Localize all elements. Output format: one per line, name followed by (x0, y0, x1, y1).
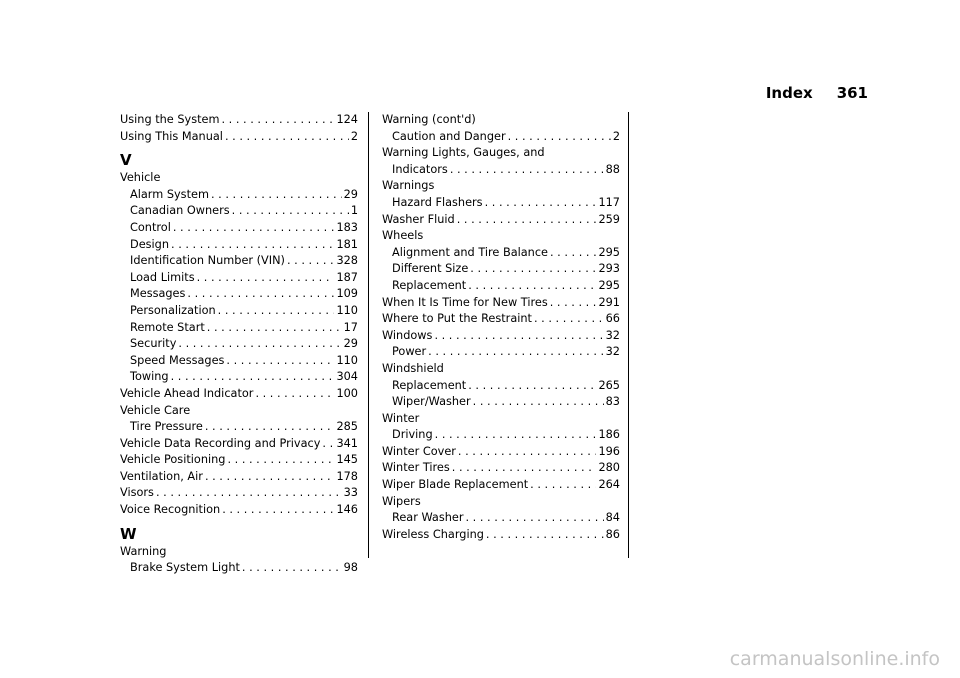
dot-leader (465, 510, 603, 527)
dot-leader (218, 303, 335, 320)
index-entry (120, 286, 358, 303)
index-category: Warning Lights, Gauges, and (382, 146, 545, 160)
dot-leader (428, 344, 603, 361)
column-divider (368, 112, 369, 558)
dot-leader (486, 527, 604, 544)
index-entry (382, 328, 620, 345)
entry-term: Towing (130, 370, 169, 384)
index-entry (382, 477, 620, 494)
entry-page-number: 32 (605, 328, 620, 342)
dot-leader (530, 477, 596, 494)
index-category: Vehicle (120, 171, 161, 185)
entry-term: Wiper/Washer (392, 395, 471, 409)
dot-leader (255, 386, 334, 403)
index-entry (382, 527, 620, 544)
entry-page-number: 186 (598, 428, 620, 442)
entry-term: Different Size (392, 262, 469, 276)
entry-term: Remote Start (130, 320, 205, 334)
section-title: Index (765, 84, 813, 102)
dot-leader (227, 452, 334, 469)
index-entry (120, 187, 358, 204)
entry-page-number: 29 (343, 337, 358, 351)
dot-leader (197, 270, 335, 287)
entry-page-number: 88 (605, 162, 620, 176)
entry-term: Control (130, 220, 171, 234)
dot-leader (322, 436, 334, 453)
entry-term: Personalization (130, 303, 216, 317)
watermark: carmanualsonline.info (729, 648, 940, 670)
entry-page-number: 264 (598, 478, 620, 492)
entry-term: Wireless Charging (382, 527, 484, 541)
entry-term: Alignment and Tire Balance (392, 245, 548, 259)
dot-leader (508, 129, 611, 146)
dot-leader (457, 212, 597, 229)
page-header (766, 84, 868, 102)
index-entry (120, 320, 358, 337)
index-entry (382, 278, 620, 295)
entry-term: Wiper Blade Replacement (382, 478, 529, 492)
entry-page-number: 98 (343, 561, 358, 575)
index-category: Vehicle Care (120, 403, 191, 417)
index-category: Warning (cont'd) (382, 113, 476, 126)
dot-leader (450, 162, 604, 179)
entry-term: Load Limits (130, 270, 195, 284)
index-entry (120, 129, 358, 146)
index-entry (382, 212, 620, 229)
index-category: Wheels (382, 229, 424, 243)
index-entry (120, 270, 358, 287)
index-entry (382, 460, 620, 477)
index-entry (120, 452, 358, 469)
entry-page-number: 304 (336, 370, 358, 384)
entry-term: Washer Fluid (382, 212, 455, 226)
dot-leader (485, 195, 597, 212)
dot-leader (226, 353, 334, 370)
index-entry (382, 295, 620, 312)
dot-leader (221, 112, 334, 129)
index-entry (382, 444, 620, 461)
entry-page-number: 33 (343, 486, 358, 500)
dot-leader (470, 261, 596, 278)
entry-page-number: 178 (336, 469, 358, 483)
index-entry (120, 303, 358, 320)
index-entry (120, 469, 358, 486)
dot-leader (458, 444, 597, 461)
index-category: Warnings (382, 179, 435, 193)
dot-leader (232, 203, 349, 220)
entry-page-number: 84 (605, 511, 620, 525)
entry-term: Driving (392, 428, 433, 442)
entry-page-number: 291 (598, 295, 620, 309)
entry-page-number: 285 (336, 420, 358, 434)
entry-page-number: 29 (343, 187, 358, 201)
index-entry (120, 560, 358, 577)
dot-leader (473, 394, 604, 411)
index-entry (120, 336, 358, 353)
entry-term: When It Is Time for New Tires (382, 295, 548, 309)
index-entry (120, 436, 358, 453)
entry-term: Windows (382, 328, 433, 342)
entry-page-number: 100 (336, 386, 358, 400)
entry-term: Replacement (392, 278, 467, 292)
entry-page-number: 295 (598, 278, 620, 292)
entry-term: Canadian Owners (130, 204, 230, 218)
dot-leader (171, 237, 334, 254)
entry-page-number: 124 (336, 113, 358, 126)
entry-page-number: 196 (598, 444, 620, 458)
page-number: 361 (836, 84, 868, 102)
dot-leader (222, 502, 334, 519)
index-entry (382, 162, 620, 179)
entry-term: Caution and Danger (392, 129, 506, 143)
entry-page-number: 110 (336, 303, 358, 317)
dot-leader (211, 187, 342, 204)
entry-page-number: 181 (336, 237, 358, 251)
entry-page-number: 280 (598, 461, 620, 475)
index-entry (382, 510, 620, 527)
index-category: Warning (120, 544, 167, 558)
entry-page-number: 187 (336, 270, 358, 284)
dot-leader (534, 311, 604, 328)
index-entry (382, 311, 620, 328)
index-entry (382, 394, 620, 411)
index-entry (120, 419, 358, 436)
dot-leader (173, 220, 335, 237)
dot-leader (156, 485, 342, 502)
dot-leader (207, 320, 342, 337)
index-entry (120, 220, 358, 237)
entry-term: Winter Tires (382, 461, 450, 475)
entry-term: Indicators (392, 162, 448, 176)
dot-leader (452, 460, 597, 477)
entry-page-number: 295 (598, 245, 620, 259)
dot-leader (550, 295, 597, 312)
entry-term: Using the System (120, 113, 220, 126)
index-entry (382, 261, 620, 278)
dot-leader (434, 328, 603, 345)
section-letter: V (120, 151, 132, 170)
dot-leader (435, 427, 597, 444)
index-category: Winter (382, 411, 420, 425)
dot-leader (205, 469, 335, 486)
index-category: Windshield (382, 361, 444, 375)
entry-term: Tire Pressure (130, 420, 203, 434)
index-entry (120, 369, 358, 386)
dot-leader (187, 286, 334, 303)
dot-leader (550, 245, 596, 262)
index-entry (120, 386, 358, 403)
entry-term: Brake System Light (130, 561, 240, 575)
entry-page-number: 265 (598, 378, 620, 392)
index-entry (382, 195, 620, 212)
index-entry (120, 237, 358, 254)
dot-leader (225, 129, 349, 146)
column-divider (628, 112, 629, 558)
index-entry (382, 129, 620, 146)
entry-term: Security (130, 337, 177, 351)
index-column-2 (382, 112, 620, 543)
entry-page-number: 145 (336, 453, 358, 467)
entry-page-number: 2 (612, 129, 620, 143)
dot-leader (468, 378, 596, 395)
dot-leader (171, 369, 335, 386)
index-entry (120, 485, 358, 502)
index-entry (382, 344, 620, 361)
entry-term: Replacement (392, 378, 467, 392)
entry-term: Rear Washer (392, 511, 464, 525)
entry-page-number: 293 (598, 262, 620, 276)
entry-page-number: 32 (605, 345, 620, 359)
entry-term: Identification Number (VIN) (130, 254, 285, 268)
entry-page-number: 110 (336, 353, 358, 367)
entry-term: Vehicle Ahead Indicator (120, 386, 254, 400)
entry-term: Power (392, 345, 427, 359)
entry-page-number: 328 (336, 254, 358, 268)
entry-page-number: 109 (336, 287, 358, 301)
dot-leader (287, 253, 334, 270)
dot-leader (178, 336, 341, 353)
dot-leader (205, 419, 335, 436)
entry-page-number: 341 (336, 436, 358, 450)
section-letter: W (120, 524, 137, 543)
entry-term: Visors (120, 486, 154, 500)
entry-page-number: 66 (605, 312, 620, 326)
index-column-1 (120, 112, 358, 577)
entry-term: Vehicle Data Recording and Privacy (120, 436, 321, 450)
entry-term: Messages (130, 287, 186, 301)
index-category: Wipers (382, 494, 421, 508)
entry-page-number: 2 (350, 129, 358, 143)
dot-leader (468, 278, 596, 295)
entry-term: Vehicle Positioning (120, 453, 226, 467)
entry-term: Alarm System (130, 187, 209, 201)
entry-term: Using This Manual (120, 129, 223, 143)
entry-term: Where to Put the Restraint (382, 312, 532, 326)
entry-page-number: 83 (605, 395, 620, 409)
entry-page-number: 183 (336, 220, 358, 234)
index-entry (382, 378, 620, 395)
entry-term: Speed Messages (130, 353, 225, 367)
index-entry (382, 427, 620, 444)
index-entry (120, 203, 358, 220)
entry-page-number: 17 (343, 320, 358, 334)
entry-term: Voice Recognition (120, 503, 221, 517)
entry-page-number: 86 (605, 527, 620, 541)
entry-page-number: 1 (350, 204, 358, 218)
index-entry (120, 112, 358, 129)
index-entry (120, 353, 358, 370)
entry-page-number: 117 (598, 195, 620, 209)
entry-page-number: 146 (336, 503, 358, 517)
index-entry (120, 253, 358, 270)
entry-term: Hazard Flashers (392, 195, 483, 209)
entry-term: Design (130, 237, 170, 251)
entry-page-number: 259 (598, 212, 620, 226)
entry-term: Ventilation, Air (120, 469, 203, 483)
index-entry (382, 245, 620, 262)
index-entry (120, 502, 358, 519)
dot-leader (242, 560, 342, 577)
entry-term: Winter Cover (382, 444, 456, 458)
